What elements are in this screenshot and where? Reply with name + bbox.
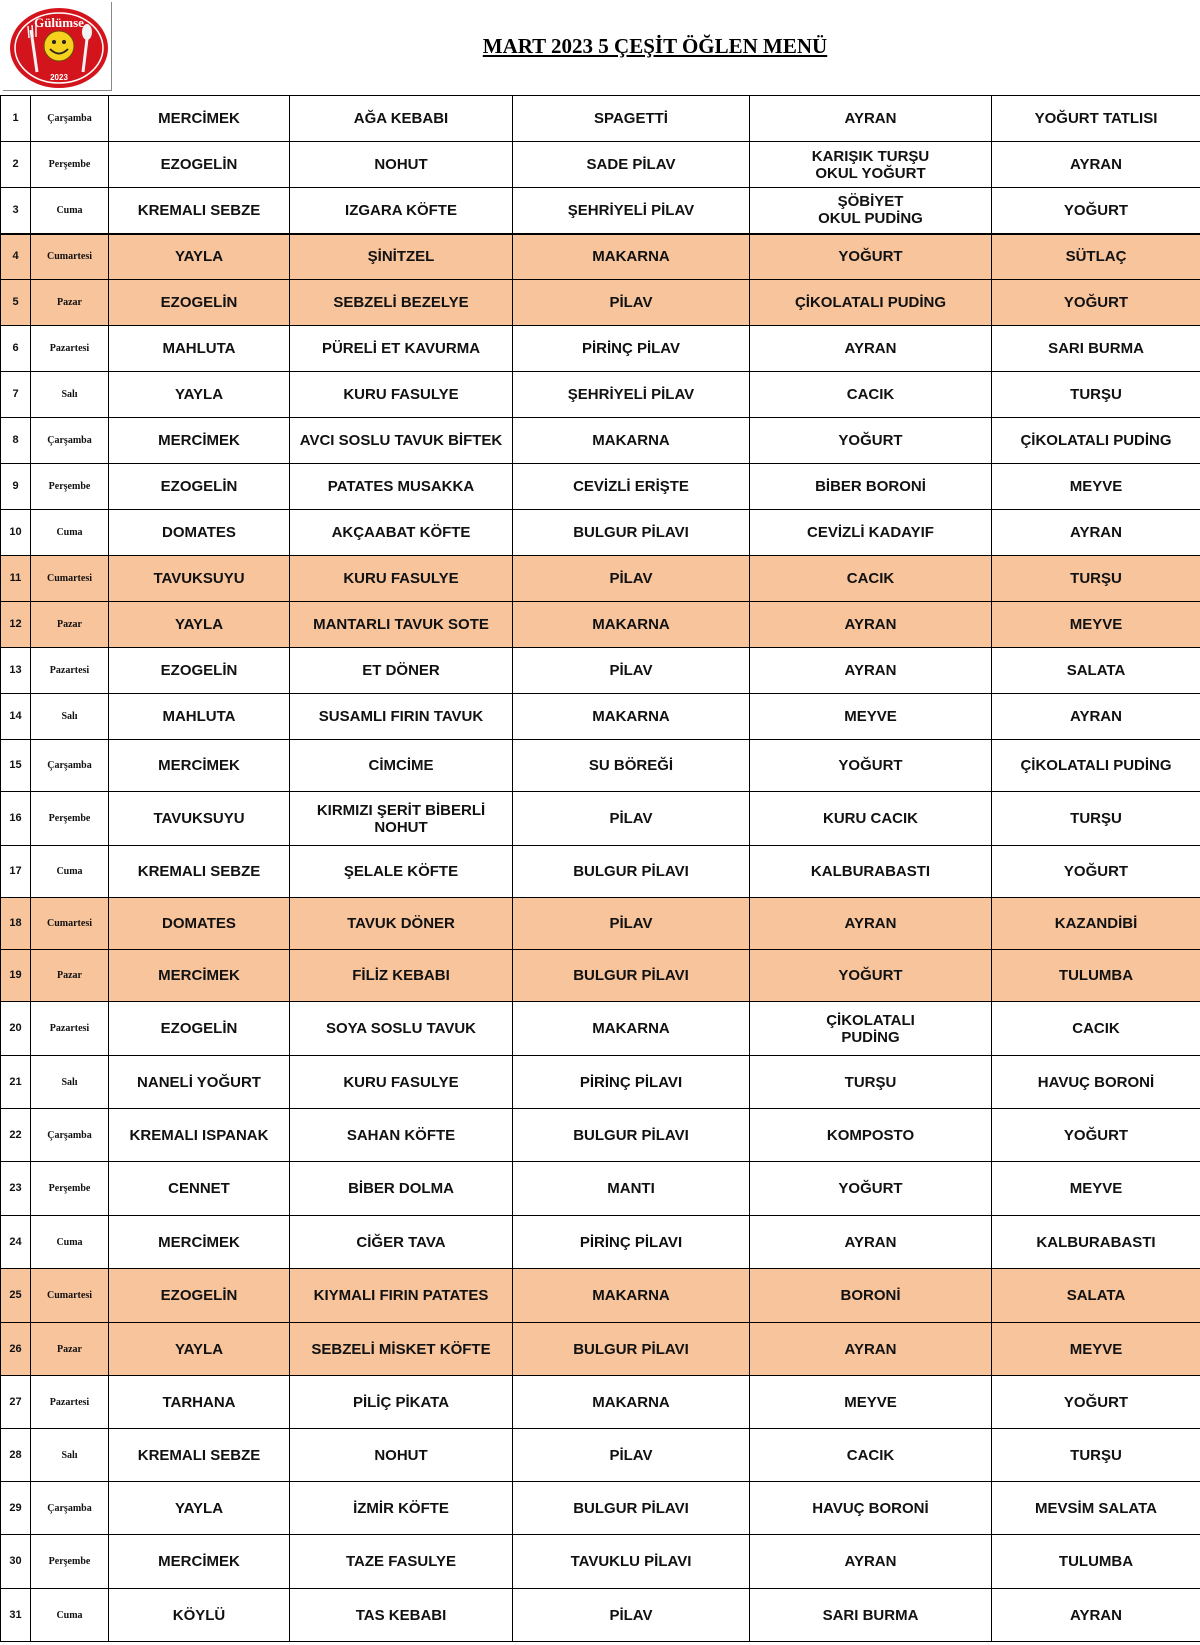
table-row (1, 694, 1200, 740)
side-dish-cell: MAKARNA (513, 602, 750, 648)
extra-cell: CACIK (750, 1429, 992, 1482)
dessert-cell: TULUMBA (992, 950, 1200, 1002)
side-dish-cell: ŞEHRİYELİ PİLAV (513, 188, 750, 234)
extra-cell: CACIK (750, 556, 992, 602)
extra-cell: MEYVE (750, 694, 992, 740)
side-dish-cell: PİLAV (513, 898, 750, 950)
weekday-cell: Pazartesi (31, 648, 109, 694)
dessert-cell: AYRAN (992, 1589, 1200, 1642)
day-number-cell: 23 (1, 1162, 31, 1216)
weekday-cell: Salı (31, 372, 109, 418)
main-dish-cell: PÜRELİ ET KAVURMA (290, 326, 513, 372)
weekday-cell: Çarşamba (31, 740, 109, 792)
extra-cell: KOMPOSTO (750, 1109, 992, 1162)
table-row (1, 792, 1200, 846)
day-number-cell: 5 (1, 280, 31, 326)
table-row (1, 1376, 1200, 1429)
extra-cell: AYRAN (750, 96, 992, 142)
extra-cell: AYRAN (750, 326, 992, 372)
extra-cell: YOĞURT (750, 1162, 992, 1216)
weekday-cell: Cuma (31, 1589, 109, 1642)
main-dish-cell: TAZE FASULYE (290, 1535, 513, 1589)
table-row (1, 898, 1200, 950)
table-row (1, 1482, 1200, 1535)
side-dish-cell: PİRİNÇ PİLAVI (513, 1056, 750, 1109)
extra-cell: TURŞU (750, 1056, 992, 1109)
weekday-cell: Cuma (31, 846, 109, 898)
weekday-cell: Cumartesi (31, 234, 109, 280)
main-dish-cell: ŞİNİTZEL (290, 234, 513, 280)
day-number-cell: 28 (1, 1429, 31, 1482)
day-number-cell: 14 (1, 694, 31, 740)
table-row (1, 1535, 1200, 1589)
main-dish-cell: PATATES MUSAKKA (290, 464, 513, 510)
day-number-cell: 20 (1, 1002, 31, 1056)
main-dish-cell: MANTARLI TAVUK SOTE (290, 602, 513, 648)
weekday-cell: Salı (31, 1429, 109, 1482)
soup-cell: YAYLA (109, 1482, 290, 1535)
day-number-cell: 30 (1, 1535, 31, 1589)
soup-cell: TAVUKSUYU (109, 556, 290, 602)
weekday-cell: Pazartesi (31, 1376, 109, 1429)
soup-cell: TARHANA (109, 1376, 290, 1429)
table-row (1, 1429, 1200, 1482)
weekday-cell: Cuma (31, 510, 109, 556)
dessert-cell: KALBURABASTI (992, 1216, 1200, 1269)
dessert-cell: AYRAN (992, 510, 1200, 556)
extra-cell: KALBURABASTI (750, 846, 992, 898)
main-dish-cell: SUSAMLI FIRIN TAVUK (290, 694, 513, 740)
page-title: MART 2023 5 ÇEŞİT ÖĞLEN MENÜ (482, 34, 828, 58)
table-row (1, 280, 1200, 326)
table-row (1, 1056, 1200, 1109)
extra-cell: BORONİ (750, 1269, 992, 1323)
soup-cell: MERCİMEK (109, 1535, 290, 1589)
dessert-cell: HAVUÇ BORONİ (992, 1056, 1200, 1109)
weekday-cell: Pazartesi (31, 326, 109, 372)
soup-cell: CENNET (109, 1162, 290, 1216)
soup-cell: MAHLUTA (109, 326, 290, 372)
extra-cell: MEYVE (750, 1376, 992, 1429)
day-number-cell: 8 (1, 418, 31, 464)
extra-cell: CEVİZLİ KADAYIF (750, 510, 992, 556)
soup-cell: MERCİMEK (109, 950, 290, 1002)
day-number-cell: 22 (1, 1109, 31, 1162)
dessert-cell: TURŞU (992, 1429, 1200, 1482)
extra-cell: YOĞURT (750, 950, 992, 1002)
dessert-cell: KAZANDİBİ (992, 898, 1200, 950)
table-row (1, 1269, 1200, 1323)
main-dish-cell: KURU FASULYE (290, 1056, 513, 1109)
day-number-cell: 31 (1, 1589, 31, 1642)
dessert-cell: SALATA (992, 1269, 1200, 1323)
table-row (1, 96, 1200, 142)
side-dish-cell: PİLAV (513, 556, 750, 602)
extra-cell: AYRAN (750, 898, 992, 950)
dessert-cell: YOĞURT TATLISI (992, 96, 1200, 142)
weekday-cell: Cuma (31, 1216, 109, 1269)
table-row (1, 464, 1200, 510)
weekday-cell: Perşembe (31, 464, 109, 510)
extra-cell: ŞÖBİYET OKUL PUDİNG (750, 188, 992, 234)
day-number-cell: 18 (1, 898, 31, 950)
side-dish-cell: TAVUKLU PİLAVI (513, 1535, 750, 1589)
soup-cell: YAYLA (109, 372, 290, 418)
dessert-cell: ÇİKOLATALI PUDİNG (992, 740, 1200, 792)
extra-cell: YOĞURT (750, 740, 992, 792)
weekday-cell: Pazar (31, 602, 109, 648)
side-dish-cell: BULGUR PİLAVI (513, 510, 750, 556)
weekday-cell: Cumartesi (31, 1269, 109, 1323)
side-dish-cell: PİRİNÇ PİLAV (513, 326, 750, 372)
side-dish-cell: MAKARNA (513, 1376, 750, 1429)
extra-cell: YOĞURT (750, 234, 992, 280)
dessert-cell: MEVSİM SALATA (992, 1482, 1200, 1535)
main-dish-cell: AKÇAABAT KÖFTE (290, 510, 513, 556)
extra-cell: SARI BURMA (750, 1589, 992, 1642)
extra-cell: HAVUÇ BORONİ (750, 1482, 992, 1535)
soup-cell: KREMALI SEBZE (109, 846, 290, 898)
dessert-cell: YOĞURT (992, 846, 1200, 898)
soup-cell: TAVUKSUYU (109, 792, 290, 846)
table-row (1, 1002, 1200, 1056)
side-dish-cell: PİLAV (513, 1589, 750, 1642)
dessert-cell: YOĞURT (992, 188, 1200, 234)
dessert-cell: TURŞU (992, 792, 1200, 846)
table-row (1, 1589, 1200, 1642)
dessert-cell: TURŞU (992, 372, 1200, 418)
main-dish-cell: SOYA SOSLU TAVUK (290, 1002, 513, 1056)
soup-cell: MERCİMEK (109, 1216, 290, 1269)
weekday-cell: Çarşamba (31, 1109, 109, 1162)
side-dish-cell: BULGUR PİLAVI (513, 1482, 750, 1535)
dessert-cell: AYRAN (992, 142, 1200, 188)
soup-cell: YAYLA (109, 1323, 290, 1376)
main-dish-cell: İZMİR KÖFTE (290, 1482, 513, 1535)
main-dish-cell: CİĞER TAVA (290, 1216, 513, 1269)
menu-table (0, 95, 1200, 1642)
day-number-cell: 7 (1, 372, 31, 418)
main-dish-cell: NOHUT (290, 142, 513, 188)
extra-cell: AYRAN (750, 1535, 992, 1589)
soup-cell: MAHLUTA (109, 694, 290, 740)
day-number-cell: 21 (1, 1056, 31, 1109)
main-dish-cell: TAVUK DÖNER (290, 898, 513, 950)
smiley-logo-icon (3, 2, 112, 91)
weekday-cell: Salı (31, 694, 109, 740)
weekday-cell: Cumartesi (31, 898, 109, 950)
extra-cell: KARIŞIK TURŞU OKUL YOĞURT (750, 142, 992, 188)
day-number-cell: 11 (1, 556, 31, 602)
day-number-cell: 2 (1, 142, 31, 188)
table-row (1, 188, 1200, 234)
dessert-cell: SARI BURMA (992, 326, 1200, 372)
main-dish-cell: IZGARA KÖFTE (290, 188, 513, 234)
table-row (1, 602, 1200, 648)
side-dish-cell: PİLAV (513, 280, 750, 326)
day-number-cell: 13 (1, 648, 31, 694)
extra-cell: ÇİKOLATALI PUDİNG (750, 280, 992, 326)
day-number-cell: 1 (1, 96, 31, 142)
side-dish-cell: BULGUR PİLAVI (513, 1109, 750, 1162)
main-dish-cell: TAS KEBABI (290, 1589, 513, 1642)
soup-cell: DOMATES (109, 898, 290, 950)
main-dish-cell: ŞELALE KÖFTE (290, 846, 513, 898)
table-row (1, 326, 1200, 372)
soup-cell: YAYLA (109, 602, 290, 648)
dessert-cell: SÜTLAÇ (992, 234, 1200, 280)
dessert-cell: AYRAN (992, 694, 1200, 740)
table-row (1, 740, 1200, 792)
side-dish-cell: PİLAV (513, 1429, 750, 1482)
table-row (1, 1109, 1200, 1162)
main-dish-cell: PİLİÇ PİKATA (290, 1376, 513, 1429)
weekday-cell: Pazar (31, 950, 109, 1002)
side-dish-cell: SU BÖREĞİ (513, 740, 750, 792)
side-dish-cell: MAKARNA (513, 418, 750, 464)
soup-cell: EZOGELİN (109, 142, 290, 188)
weekday-cell: Perşembe (31, 1162, 109, 1216)
soup-cell: DOMATES (109, 510, 290, 556)
main-dish-cell: CİMCİME (290, 740, 513, 792)
extra-cell: ÇİKOLATALI PUDİNG (750, 1002, 992, 1056)
table-row (1, 1323, 1200, 1376)
day-number-cell: 15 (1, 740, 31, 792)
weekday-cell: Çarşamba (31, 418, 109, 464)
soup-cell: EZOGELİN (109, 1002, 290, 1056)
side-dish-cell: MANTI (513, 1162, 750, 1216)
weekday-cell: Pazar (31, 280, 109, 326)
dessert-cell: TULUMBA (992, 1535, 1200, 1589)
extra-cell: YOĞURT (750, 418, 992, 464)
extra-cell: BİBER BORONİ (750, 464, 992, 510)
day-number-cell: 16 (1, 792, 31, 846)
main-dish-cell: FİLİZ KEBABI (290, 950, 513, 1002)
weekday-cell: Cuma (31, 188, 109, 234)
side-dish-cell: SADE PİLAV (513, 142, 750, 188)
day-number-cell: 12 (1, 602, 31, 648)
side-dish-cell: CEVİZLİ ERİŞTE (513, 464, 750, 510)
day-number-cell: 3 (1, 188, 31, 234)
soup-cell: MERCİMEK (109, 740, 290, 792)
soup-cell: MERCİMEK (109, 96, 290, 142)
page-header (0, 0, 1200, 95)
main-dish-cell: SEBZELİ BEZELYE (290, 280, 513, 326)
soup-cell: EZOGELİN (109, 648, 290, 694)
dessert-cell: TURŞU (992, 556, 1200, 602)
main-dish-cell: AVCI SOSLU TAVUK BİFTEK (290, 418, 513, 464)
dessert-cell: MEYVE (992, 1323, 1200, 1376)
side-dish-cell: MAKARNA (513, 1002, 750, 1056)
weekday-cell: Perşembe (31, 792, 109, 846)
dessert-cell: MEYVE (992, 1162, 1200, 1216)
day-number-cell: 6 (1, 326, 31, 372)
main-dish-cell: KIRMIZI ŞERİT BİBERLİ NOHUT (290, 792, 513, 846)
table-row (1, 142, 1200, 188)
side-dish-cell: PİRİNÇ PİLAVI (513, 1216, 750, 1269)
extra-cell: CACIK (750, 372, 992, 418)
extra-cell: AYRAN (750, 602, 992, 648)
table-row (1, 418, 1200, 464)
dessert-cell: SALATA (992, 648, 1200, 694)
soup-cell: MERCİMEK (109, 418, 290, 464)
weekday-cell: Pazartesi (31, 1002, 109, 1056)
main-dish-cell: ET DÖNER (290, 648, 513, 694)
side-dish-cell: BULGUR PİLAVI (513, 950, 750, 1002)
main-dish-cell: KURU FASULYE (290, 556, 513, 602)
table-row (1, 556, 1200, 602)
main-dish-cell: NOHUT (290, 1429, 513, 1482)
main-dish-cell: KIYMALI FIRIN PATATES (290, 1269, 513, 1323)
main-dish-cell: BİBER DOLMA (290, 1162, 513, 1216)
svg-text:2023: 2023 (50, 73, 68, 82)
extra-cell: AYRAN (750, 1216, 992, 1269)
table-row (1, 950, 1200, 1002)
table-row (1, 846, 1200, 898)
weekday-cell: Çarşamba (31, 1482, 109, 1535)
dessert-cell: ÇİKOLATALI PUDİNG (992, 418, 1200, 464)
side-dish-cell: MAKARNA (513, 694, 750, 740)
day-number-cell: 19 (1, 950, 31, 1002)
weekday-cell: Çarşamba (31, 96, 109, 142)
soup-cell: EZOGELİN (109, 280, 290, 326)
weekday-cell: Salı (31, 1056, 109, 1109)
day-number-cell: 25 (1, 1269, 31, 1323)
day-number-cell: 4 (1, 234, 31, 280)
side-dish-cell: SPAGETTİ (513, 96, 750, 142)
side-dish-cell: ŞEHRİYELİ PİLAV (513, 372, 750, 418)
soup-cell: KREMALI SEBZE (109, 188, 290, 234)
soup-cell: NANELİ YOĞURT (109, 1056, 290, 1109)
soup-cell: KÖYLÜ (109, 1589, 290, 1642)
table-row (1, 510, 1200, 556)
table-row (1, 234, 1200, 280)
soup-cell: YAYLA (109, 234, 290, 280)
soup-cell: KREMALI ISPANAK (109, 1109, 290, 1162)
main-dish-cell: KURU FASULYE (290, 372, 513, 418)
extra-cell: KURU CACIK (750, 792, 992, 846)
table-row (1, 648, 1200, 694)
dessert-cell: MEYVE (992, 464, 1200, 510)
day-number-cell: 9 (1, 464, 31, 510)
day-number-cell: 29 (1, 1482, 31, 1535)
extra-cell: AYRAN (750, 1323, 992, 1376)
weekday-cell: Cumartesi (31, 556, 109, 602)
side-dish-cell: PİLAV (513, 792, 750, 846)
weekday-cell: Perşembe (31, 1535, 109, 1589)
dessert-cell: CACIK (992, 1002, 1200, 1056)
side-dish-cell: BULGUR PİLAVI (513, 846, 750, 898)
day-number-cell: 24 (1, 1216, 31, 1269)
weekday-cell: Perşembe (31, 142, 109, 188)
table-row (1, 1162, 1200, 1216)
side-dish-cell: MAKARNA (513, 234, 750, 280)
main-dish-cell: AĞA KEBABI (290, 96, 513, 142)
weekday-cell: Pazar (31, 1323, 109, 1376)
table-row (1, 1216, 1200, 1269)
day-number-cell: 27 (1, 1376, 31, 1429)
table-row (1, 372, 1200, 418)
day-number-cell: 26 (1, 1323, 31, 1376)
main-dish-cell: SAHAN KÖFTE (290, 1109, 513, 1162)
day-number-cell: 10 (1, 510, 31, 556)
dessert-cell: YOĞURT (992, 280, 1200, 326)
soup-cell: EZOGELİN (109, 1269, 290, 1323)
svg-text:Gülümse: Gülümse (34, 15, 84, 30)
dessert-cell: MEYVE (992, 602, 1200, 648)
side-dish-cell: MAKARNA (513, 1269, 750, 1323)
dessert-cell: YOĞURT (992, 1376, 1200, 1429)
dessert-cell: YOĞURT (992, 1109, 1200, 1162)
soup-cell: EZOGELİN (109, 464, 290, 510)
soup-cell: KREMALI SEBZE (109, 1429, 290, 1482)
day-number-cell: 17 (1, 846, 31, 898)
extra-cell: AYRAN (750, 648, 992, 694)
side-dish-cell: BULGUR PİLAVI (513, 1323, 750, 1376)
main-dish-cell: SEBZELİ MİSKET KÖFTE (290, 1323, 513, 1376)
side-dish-cell: PİLAV (513, 648, 750, 694)
